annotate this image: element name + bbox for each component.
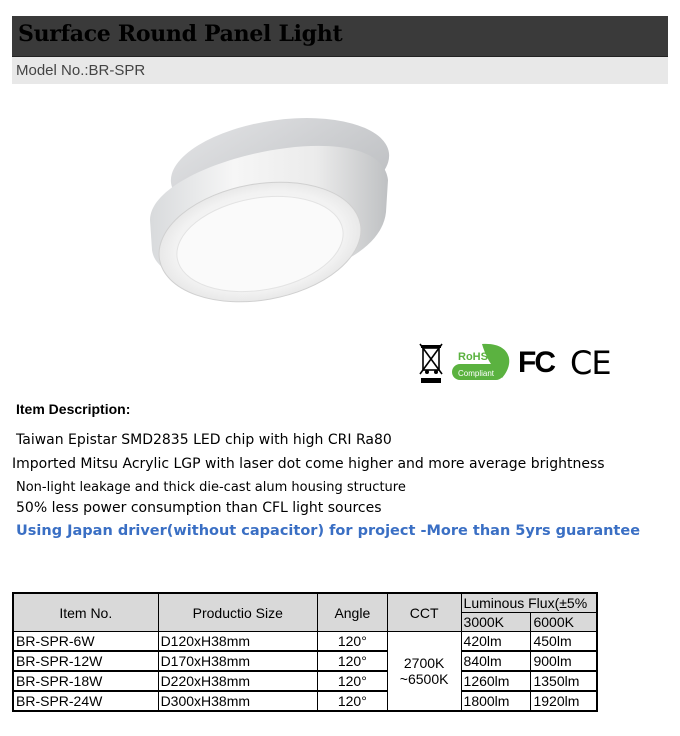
item-description-title: Item Description:: [16, 401, 131, 417]
rohs-label: RoHS: [458, 351, 488, 363]
product-image: [120, 100, 400, 320]
cell-size: D120xH38mm: [158, 632, 317, 652]
table-row: [13, 651, 597, 671]
header-product-size: Productio Size: [158, 593, 317, 632]
cell-angle: 120°: [317, 671, 387, 691]
cell-size: D220xH38mm: [158, 671, 317, 691]
model-bar: [12, 57, 668, 84]
cell-item: BR-SPR-12W: [13, 651, 158, 671]
header-item-no: Item No.: [13, 593, 158, 632]
table-row: [13, 671, 597, 691]
cell-flux-3000: 840lm: [461, 651, 531, 671]
rohs-leaf-icon: [452, 342, 516, 386]
cell-size: D170xH38mm: [158, 651, 317, 671]
cell-flux-3000: 1800lm: [461, 691, 531, 711]
description-line: Imported Mitsu Acrylic LGP with laser dot come higher and more average brightness: [12, 456, 605, 472]
title-bar: [12, 16, 668, 57]
cell-angle: 120°: [317, 632, 387, 652]
cell-flux-6000: 1920lm: [531, 691, 597, 711]
cell-flux-3000: 1260lm: [461, 671, 531, 691]
weee-bin-icon: [418, 340, 444, 386]
cell-flux-6000: 450lm: [531, 632, 597, 652]
rohs-compliant-label: Compliant: [458, 369, 495, 378]
description-line: Non-light leakage and thick die-cast alum housing structure: [16, 480, 406, 495]
fc-logo: FC: [518, 346, 554, 379]
cell-flux-6000: 900lm: [531, 651, 597, 671]
cct-value-line1: 2700K: [403, 655, 445, 671]
cell-flux-3000: 420lm: [461, 632, 531, 652]
cell-item: BR-SPR-24W: [13, 691, 158, 711]
page-title: Surface Round Panel Light: [18, 21, 343, 47]
cell-item: BR-SPR-6W: [13, 632, 158, 652]
header-cct: CCT: [387, 593, 461, 632]
cell-angle: 120°: [317, 691, 387, 711]
cell-angle: 120°: [317, 651, 387, 671]
cell-cct: [387, 632, 461, 712]
spec-table: [12, 592, 598, 712]
cell-item: BR-SPR-18W: [13, 671, 158, 691]
model-number: Model No.:BR-SPR: [16, 62, 146, 79]
table-row: [13, 632, 597, 652]
cell-size: D300xH38mm: [158, 691, 317, 711]
cell-flux-6000: 1350lm: [531, 671, 597, 691]
certification-logos: [414, 338, 614, 388]
description-line: Taiwan Epistar SMD2835 LED chip with high CRI Ra80: [16, 432, 392, 448]
description-line: 50% less power consumption than CFL light sources: [16, 500, 382, 516]
header-3000k: 3000K: [461, 613, 531, 632]
ce-logo: CE: [570, 344, 611, 382]
description-highlight-line: Using Japan driver(without capacitor) for project -More than 5yrs guarantee: [16, 523, 641, 539]
header-angle: Angle: [317, 593, 387, 632]
cct-value-line2: ~6500K: [399, 671, 449, 687]
table-row: [13, 691, 597, 711]
header-6000k: 6000K: [531, 613, 597, 632]
header-luminous-flux: Luminous Flux(±5%: [461, 593, 597, 613]
